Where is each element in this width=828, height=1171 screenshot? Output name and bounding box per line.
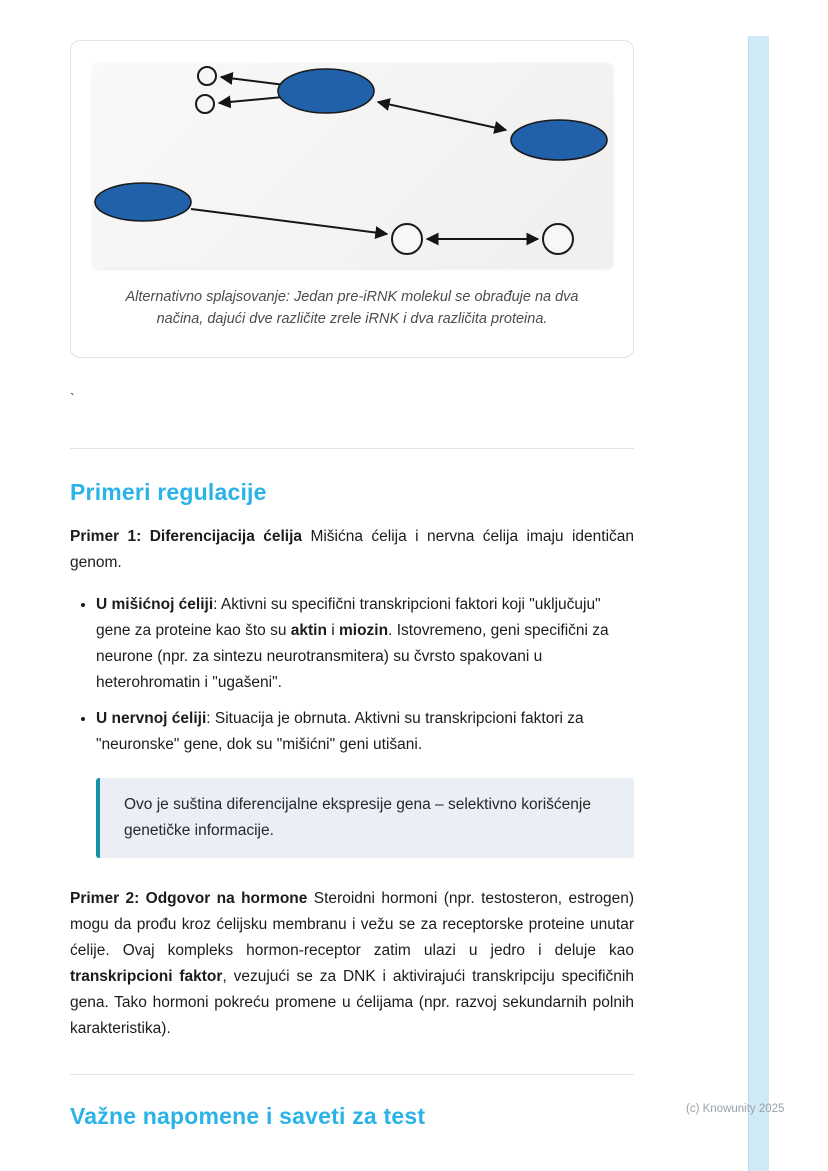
list-item-misicna-celija: • U mišićnoj ćeliji: Aktivni su specifični transkripcioni faktori koji "uključuju" gene za proteine kao što su aktin i miozin. Istovremeno, geni specifični za neurone (npr. za sintezu neurotransmitera) su čvrsto spakovani u heterohromatin i "ugašeni". [96, 592, 634, 696]
section-divider [70, 448, 634, 449]
mrna-ellipse-top [278, 69, 374, 113]
mrna-ellipse-right [511, 120, 607, 160]
small-protein-circle-2 [196, 95, 214, 113]
mrna-ellipse-bottom-left [95, 183, 191, 221]
callout-text: Ovo je suština diferencijalne ekspresije gena – selektivno korišćenje genetičke informacije. [124, 795, 591, 839]
section-heading-vazne-napomene: Važne napomene i saveti za test [70, 1102, 426, 1129]
section-heading-primeri-regulacije: Primeri regulacije [70, 478, 267, 505]
paragraph-primer-1: Primer 1: Diferencijacija ćelija Mišićna ćelija i nervna ćelija imaju identičan genom. [70, 527, 635, 571]
protein-circle-right [543, 224, 573, 254]
splicing-diagram-svg [93, 63, 613, 268]
list-item-nervna-celija: • U nervnoj ćeliji: Situacija je obrnuta. Aktivni su transkripcioni faktori za "neuronske" gene, dok su "mišićni" geni utišani. [96, 706, 634, 758]
bullet-list [70, 592, 634, 758]
stray-backtick: ` [70, 389, 75, 406]
document-content [70, 40, 634, 1130]
figure-card [70, 40, 634, 358]
splicing-diagram [93, 63, 613, 268]
figure-caption: Alternativno splajsovanje: Jedan pre-iRNK molekul se obrađuje na dva načina, dajući dve različite zrele iRNK i dva različita proteina. [125, 289, 579, 328]
section-divider-2 [70, 1074, 634, 1075]
protein-circle-left [392, 224, 422, 254]
diagram-shapes [95, 67, 607, 254]
small-protein-circle-1 [198, 67, 216, 85]
paragraph-primer-2: Primer 2: Odgovor na hormone Steroidni hormoni (npr. testosteron, estrogen) mogu da prođu kroz ćelijsku membranu i vežu se za receptorske proteine unutar ćelije. Ovaj kompleks hormon-receptor zatim ulazi u jedro i deluje kao transkripcioni faktor, vezujući se za DNK i aktivirajući transkripciju specifičnih gena. Tako hormoni pokreću promene u ćelijama (npr. razvoj sekundarnih polnih karakteristika). [70, 889, 634, 1037]
page-edge-stripe [748, 36, 769, 1171]
copyright-footer: (c) Knowunity 2025 [686, 1103, 785, 1115]
callout-note [96, 778, 634, 858]
